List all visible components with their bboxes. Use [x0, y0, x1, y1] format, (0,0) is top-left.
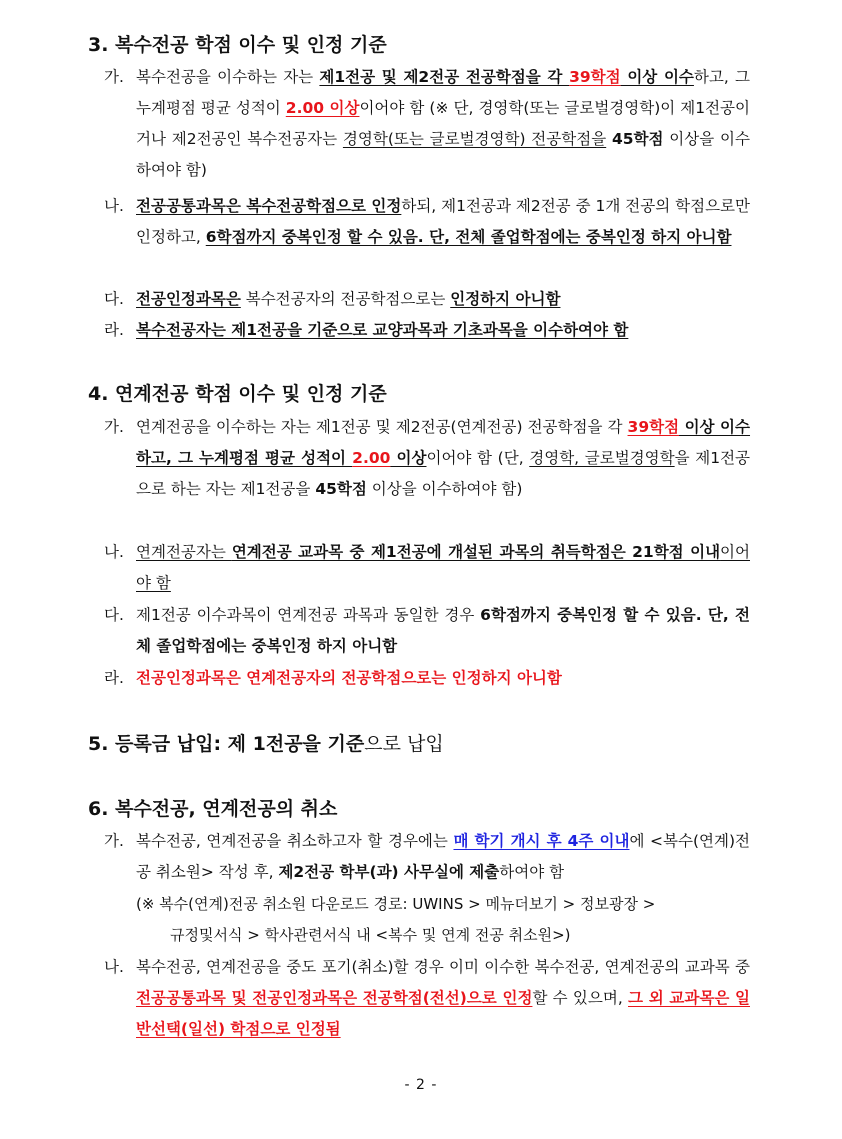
section-3-item-da: 다. 전공인정과목은 복수전공자의 전공학점으로는 인정하지 아니함 — [104, 284, 750, 315]
section-6-item-ga: 가. 복수전공, 연계전공을 취소하고자 할 경우에는 매 학기 개시 후 4주 이내에 <복수(연계)전공 취소원> 작성 후, 제2전공 학부(과) 사무실에 제출하여야 함 — [104, 826, 750, 888]
item-marker: 나. — [104, 958, 124, 976]
item-marker: 가. — [104, 68, 124, 86]
section-6-download-note: (※ 복수(연계)전공 취소원 다운로드 경로: UWINS > 메뉴더보기 > 정보광장 > 규정및서식 > 학사관련서식 내 <복수 및 연계 전공 취소원>) — [136, 895, 656, 944]
page-number: - 2 - — [404, 1077, 438, 1093]
section-3-item-na: 나. 전공공통과목은 복수전공학점으로 인정하되, 제1전공과 제2전공 중 1개 전공의 학점으로만 인정하고, 6학점까지 중복인정 할 수 있음. 단, 전체 졸업학점에는 중복인정 하지 아니함 — [104, 191, 750, 253]
section-4-item-ga: 가. 연계전공을 이수하는 자는 제1전공 및 제2전공(연계전공) 전공학점을 각 39학점 이상 이수하고, 그 누계평점 평균 성적이 2.00 이상이어야 함 (단, 경영학, 글로벌경영학을 제1전공으로 하는 자는 제1전공을 45학점 이상을 이수하여야 함) — [104, 412, 750, 505]
section-6-heading: 6. 복수전공, 연계전공의 취소 — [88, 798, 338, 820]
section-4-item-na: 나. 연계전공자는 연계전공 교과목 중 제1전공에 개설된 과목의 취득학점은 21학점 이내이어야 함 — [104, 537, 750, 599]
section-4-heading: 4. 연계전공 학점 이수 및 인정 기준 — [88, 383, 387, 405]
section-4-item-ra: 라. 전공인정과목은 연계전공자의 전공학점으로는 인정하지 아니함 — [104, 663, 750, 694]
item-marker: 라. — [104, 321, 124, 339]
item-marker: 다. — [104, 290, 124, 308]
item-marker: 나. — [104, 197, 124, 215]
section-3-item-ra: 라. 복수전공자는 제1전공을 기준으로 교양과목과 기초과목을 이수하여야 함 — [104, 315, 750, 346]
section-3-item-ga: 가. 복수전공을 이수하는 자는 제1전공 및 제2전공 전공학점을 각 39학점 이상 이수하고, 그 누계평점 평균 성적이 2.00 이상이어야 함 (※ 단, 경영학(또는 글로벌경영학)이 제1전공이거나 제2전공인 복수전공자는 경영학(또는 글로벌경영학) 전공학점을 45학점 이상을 이수하여야 함) — [104, 62, 750, 186]
section-5-heading: 5. 등록금 납입: 제 1전공을 기준으로 납입 — [88, 733, 444, 755]
item-marker: 나. — [104, 543, 124, 561]
section-3-heading: 3. 복수전공 학점 이수 및 인정 기준 — [88, 34, 387, 56]
item-marker: 가. — [104, 418, 124, 436]
section-6-item-na: 나. 복수전공, 연계전공을 중도 포기(취소)할 경우 이미 이수한 복수전공, 연계전공의 교과목 중 전공공통과목 및 전공인정과목은 전공학점(전선)으로 인정할 수 있으며, 그 외 교과목은 일반선택(일선) 학점으로 인정됨 — [104, 952, 750, 1045]
item-marker: 다. — [104, 606, 124, 624]
section-4-item-da: 다. 제1전공 이수과목이 연계전공 과목과 동일한 경우 6학점까지 중복인정 할 수 있음. 단, 전체 졸업학점에는 중복인정 하지 아니함 — [104, 600, 750, 662]
item-marker: 라. — [104, 669, 124, 687]
item-marker: 가. — [104, 832, 124, 850]
